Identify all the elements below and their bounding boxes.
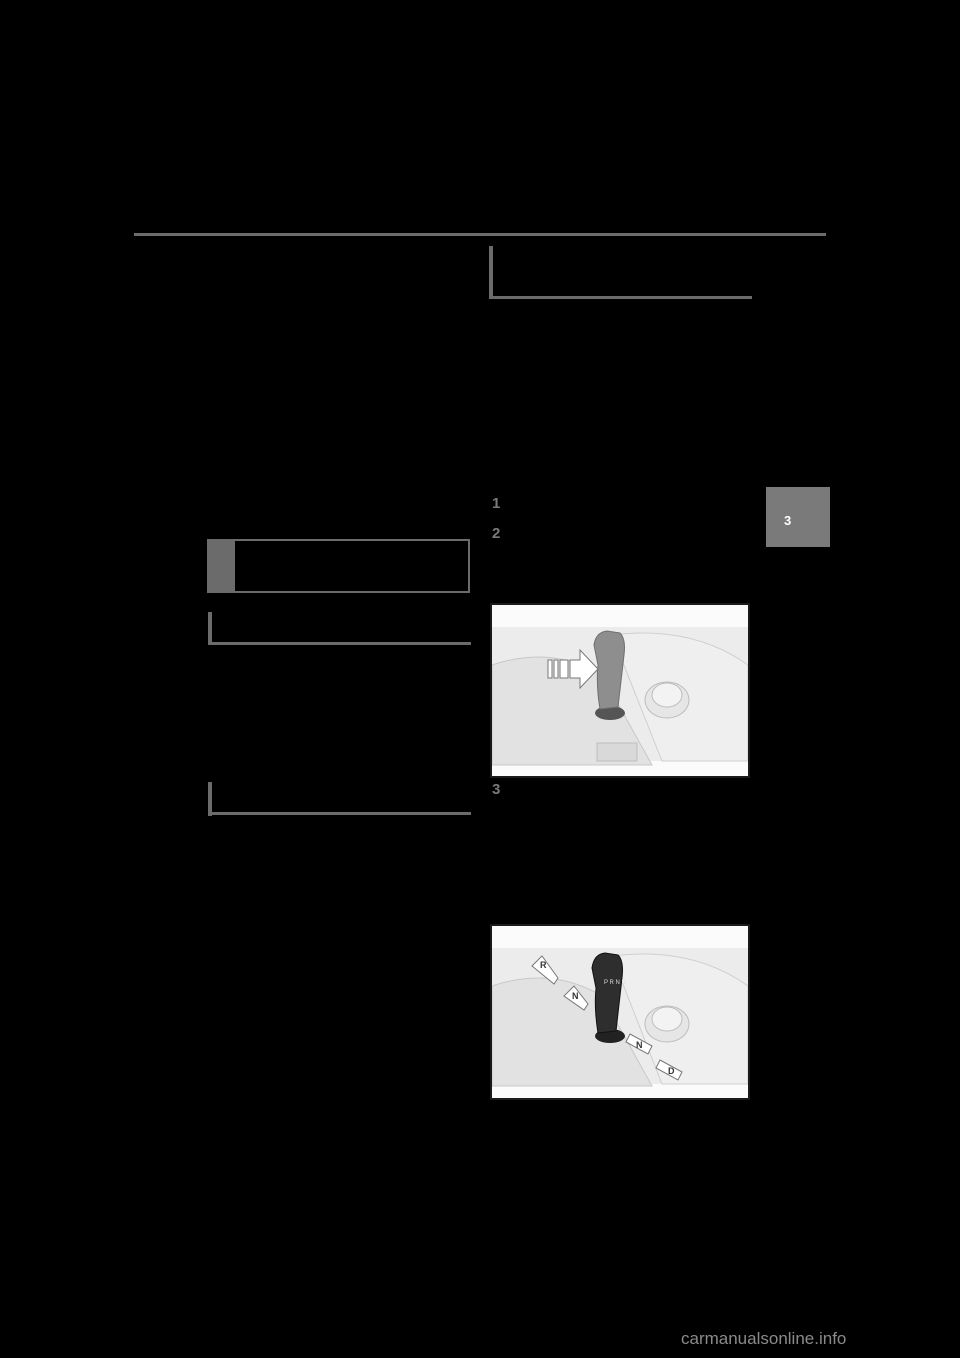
svg-text:N: N — [572, 991, 579, 1001]
figure-gear-lever-shift — [490, 924, 750, 1100]
subheading-bracket-2-horizontal — [208, 812, 471, 815]
step-number-1: 1 — [492, 495, 501, 512]
chapter-tab-label: 3 — [784, 513, 792, 528]
svg-text:P R N D: P R N D — [604, 980, 626, 986]
section-heading-bracket-vertical — [489, 246, 493, 299]
boxed-heading — [207, 539, 470, 593]
svg-text:D: D — [668, 1066, 675, 1076]
svg-text:N: N — [636, 1040, 643, 1050]
step-number-2: 2 — [492, 525, 501, 542]
watermark[interactable]: carmanualsonline.info — [681, 1329, 847, 1348]
svg-text:R: R — [540, 960, 547, 970]
gear-lever-illustration — [492, 605, 748, 776]
section-heading-bracket-horizontal — [489, 296, 752, 299]
boxed-heading-marker — [207, 539, 235, 593]
gear-shift-illustration — [492, 926, 748, 1098]
chapter-tab[interactable] — [766, 487, 830, 547]
subheading-bracket-2-vertical — [208, 782, 212, 816]
subheading-bracket-1-vertical — [208, 612, 212, 645]
header-rule — [134, 233, 826, 236]
figure-gear-lever-unlock — [490, 603, 750, 778]
step-number-3: 3 — [492, 781, 501, 798]
subheading-bracket-1-horizontal — [208, 642, 471, 645]
